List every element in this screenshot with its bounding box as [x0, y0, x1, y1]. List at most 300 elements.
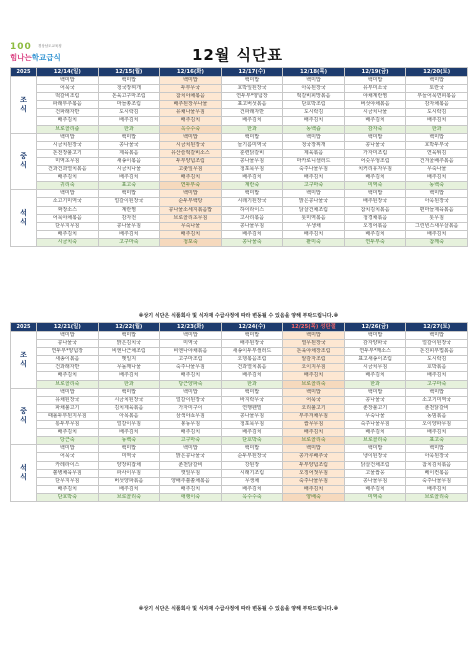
menu-item: 백미밥	[160, 133, 222, 141]
menu-item: 소고기미역국	[406, 396, 468, 404]
menu-item: 백미밥	[37, 77, 99, 85]
menu-row	[11, 93, 468, 101]
menu-row	[11, 117, 468, 125]
menu-item: 무숙나물	[344, 412, 406, 420]
menu-item: 참치야채볶음	[160, 93, 222, 101]
menu-item: 백미밥	[221, 190, 283, 198]
date-cell: 12/20(토)	[406, 68, 468, 77]
menu-item: 백미밥	[406, 445, 468, 453]
menu-item: 백미밥	[221, 388, 283, 396]
menu-item: 배추김치	[98, 174, 160, 182]
menu-item: 오이지무침	[283, 364, 345, 372]
menu-item: 백미밥	[283, 77, 345, 85]
menu-item: 계란찜	[98, 206, 160, 214]
menu-item: 숙주나물무침	[344, 421, 406, 429]
menu-item: 건겨울배추볶음	[406, 157, 468, 165]
menu-item: 배추김치	[221, 372, 283, 380]
menu-item: 알감자조림	[283, 356, 345, 364]
dessert-item: 양배죽	[283, 493, 345, 501]
menu-item: 편마늘제육볶음	[406, 206, 468, 214]
menu-item: 야채계란찜	[344, 93, 406, 101]
dessert-item: 브로콜리죽	[344, 437, 406, 445]
dessert-item: 한과	[406, 125, 468, 133]
menu-item: 단무지무침	[37, 222, 99, 230]
menu-row	[11, 230, 468, 238]
menu-item: 청포묵무침	[221, 421, 283, 429]
menu-item: 청포묵무침	[221, 166, 283, 174]
menu-item: 배추김치	[37, 429, 99, 437]
menu-item: 연두부*깨소스	[344, 348, 406, 356]
menu-item: 멧일지	[98, 356, 160, 364]
dessert-item: 연두부죽	[160, 182, 222, 190]
menu-item: 카레라이스	[37, 461, 99, 469]
menu-item: 건파래자반	[221, 109, 283, 117]
menu-item: 콩나물무침	[344, 477, 406, 485]
menu-item: 무숙나물	[406, 166, 468, 174]
menu-item: 감자양파국	[344, 340, 406, 348]
menu-item: 양배추쫄쫄채볶음	[160, 477, 222, 485]
menu-row	[11, 348, 468, 356]
menu-item: 유채된장국	[37, 396, 99, 404]
week-menu-table	[10, 322, 468, 502]
menu-item: 배추김치	[283, 230, 345, 238]
menu-item: 하이라이스	[221, 206, 283, 214]
menu-item: 콩가루배추국	[283, 453, 345, 461]
date-cell: 12/15(월)	[98, 68, 160, 77]
menu-item: 시금치된장국	[98, 396, 160, 404]
menu-item: 미역초무침	[37, 157, 99, 165]
date-cell: 12/18(목)	[283, 68, 345, 77]
menu-item: 어묵야채볶음	[37, 214, 99, 222]
menu-item: 어묵국	[37, 453, 99, 461]
menu-item: 도시락김	[98, 109, 160, 117]
dessert-item: 고구마죽	[98, 238, 160, 246]
date-header-row	[11, 68, 468, 77]
menu-item: 때롤두부된지무침	[37, 412, 99, 420]
menu-item: 두부양념조림	[160, 157, 222, 165]
dessert-item: 애랭이죽	[160, 493, 222, 501]
dessert-item: 당근양파죽	[160, 380, 222, 388]
dessert-item: 콩나물죽	[221, 238, 283, 246]
menu-row	[11, 149, 468, 157]
menu-change-notice: ※상기 식단은 식품회사 및 식자재 수급사정에 따라 변동될 수 있음을 양해 부탁드립니다.※	[138, 606, 339, 612]
menu-item: 백미밥	[283, 388, 345, 396]
menu-item: 아욱된장국	[406, 198, 468, 206]
date-cell: 12/21(일)	[37, 323, 99, 332]
menu-item: 얼갈이무침	[98, 421, 160, 429]
year-cell: 2025	[11, 323, 37, 332]
menu-item: 백미밥	[344, 445, 406, 453]
dessert-item: 고구마죽	[160, 437, 222, 445]
menu-row	[11, 222, 468, 230]
dessert-item: 청포죽	[160, 238, 222, 246]
menu-item: 배추김치	[37, 372, 99, 380]
menu-item: 백미밥	[344, 133, 406, 141]
menu-item: 배추된장국	[221, 340, 283, 348]
menu-item: 얼갈이된장국	[160, 396, 222, 404]
menu-item: 냉이된장국	[344, 453, 406, 461]
menu-row	[11, 206, 468, 214]
menu-item: 배추김치	[406, 117, 468, 125]
menu-item: 백미밥	[98, 388, 160, 396]
menu-item: 배추김치	[344, 174, 406, 182]
menu-item: 백미밥	[344, 332, 406, 340]
dessert-item: 브로콜리죽	[283, 380, 345, 388]
menu-row	[11, 174, 468, 182]
menu-change-notice: ※상기 식단은 식품회사 및 식자재 수급사정에 따라 변동될 수 있음을 양해 부탁드립니다.※	[138, 313, 339, 319]
menu-item: 오리불고기	[283, 404, 345, 412]
date-cell: 12/22(월)	[98, 323, 160, 332]
menu-row	[11, 445, 468, 453]
dessert-item: 단호박죽	[37, 493, 99, 501]
dessert-item: 한과	[98, 380, 160, 388]
menu-item: 유채나물무침	[160, 109, 222, 117]
menu-item: 오징어젓무침	[283, 469, 345, 477]
dessert-item: 미역죽	[344, 182, 406, 190]
menu-row	[11, 101, 468, 109]
menu-row	[11, 421, 468, 429]
menu-item: 연두부*양념장	[221, 93, 283, 101]
menu-item: 돈육고구마조림	[98, 93, 160, 101]
menu-item: 감자전	[98, 214, 160, 222]
menu-item: 백미밥	[344, 190, 406, 198]
menu-item: 백미밥	[37, 332, 99, 340]
menu-item: 쌈무무침	[283, 421, 345, 429]
menu-item: 떡갈비조림	[37, 93, 99, 101]
menu-row	[11, 214, 468, 222]
menu-item: 고사리볶음	[221, 214, 283, 222]
menu-row	[11, 77, 468, 85]
menu-item: 백미밥	[37, 190, 99, 198]
menu-item: 어슷우엉조림	[344, 157, 406, 165]
menu-item: 백미밥	[98, 133, 160, 141]
menu-item: 새송이두부샐러드	[221, 348, 283, 356]
menu-item: 백미밥	[160, 77, 222, 85]
menu-item: 짜장소스	[37, 206, 99, 214]
menu-item: 배추김치	[160, 429, 222, 437]
menu-item: 삼색야쇼무침	[160, 412, 222, 420]
menu-row	[11, 372, 468, 380]
page-footer-blank	[10, 614, 467, 664]
menu-item: 호박잎된장국	[221, 85, 283, 93]
menu-row	[11, 477, 468, 485]
menu-item: 배추김치	[406, 372, 468, 380]
menu-item: 백미밥	[221, 445, 283, 453]
menu-item: 무돌깨나물	[98, 364, 160, 372]
menu-item: 백미밥	[37, 133, 99, 141]
menu-item: 버섯양파볶음	[98, 477, 160, 485]
menu-item: 부들어묵면피볶음	[406, 93, 468, 101]
menu-item: 콩나물국	[37, 340, 99, 348]
menu-row	[11, 356, 468, 364]
dessert-item: 단호박죽	[221, 437, 283, 445]
menu-item: 청경채볶음	[344, 214, 406, 222]
menu-item: 배추김치	[283, 429, 345, 437]
menu-item: 배추김치	[406, 230, 468, 238]
menu-item: 고물쌈옹	[344, 469, 406, 477]
menu-row	[11, 340, 468, 348]
menu-item: 배추김치	[160, 174, 222, 182]
dessert-item: 계란죽	[221, 182, 283, 190]
date-cell: 12/25(목) 성탄절	[283, 323, 345, 332]
menu-row	[11, 453, 468, 461]
menu-item: 두부무국	[160, 85, 222, 93]
menu-item: 호박볶음	[406, 364, 468, 372]
menu-item: 소고기미역국	[37, 198, 99, 206]
menu-row	[11, 157, 468, 165]
menu-item: 백미밥	[283, 133, 345, 141]
menu-item: 새송이볶음	[98, 157, 160, 165]
menu-item: 건파래자반	[37, 109, 99, 117]
menu-item: 훈련닭갈비	[221, 149, 283, 157]
menu-item: 숙주나물무침	[160, 364, 222, 372]
menu-item: 아목볶음	[98, 412, 160, 420]
menu-item: 마늘쫑조림	[98, 101, 160, 109]
menu-item: 도시락김	[406, 109, 468, 117]
menu-item: 배추김치	[98, 485, 160, 493]
menu-item: 그린빈스새우살볶음	[406, 222, 468, 230]
menu-item: 어묵국	[37, 85, 99, 93]
dessert-item: 브로콜리죽	[37, 380, 99, 388]
menu-item: 백미밥	[221, 133, 283, 141]
menu-item: 유부미소국	[344, 85, 406, 93]
menu-item: 백미밥	[283, 332, 345, 340]
menu-row	[11, 133, 468, 141]
menu-item: 어묵국	[283, 396, 345, 404]
menu-row	[11, 469, 468, 477]
menu-item: 양장피잡채	[98, 461, 160, 469]
menu-item: 콩나물무침	[221, 222, 283, 230]
meal-label: 조 식	[11, 77, 37, 134]
menu-item: 백미밥	[406, 133, 468, 141]
dessert-item: 당근죽	[37, 437, 99, 445]
menu-item: 백미밥	[406, 77, 468, 85]
date-cell: 12/14(일)	[37, 68, 99, 77]
menu-item: 백미밥	[221, 332, 283, 340]
menu-item: 배추김치	[37, 117, 99, 125]
dessert-item: 고구마죽	[283, 182, 345, 190]
date-header-row	[11, 323, 468, 332]
menu-row	[11, 85, 468, 93]
menu-item: 백미밥	[37, 445, 99, 453]
menu-item: 배추김치	[221, 230, 283, 238]
menu-row	[11, 412, 468, 420]
menu-item: 닭살건채조림	[283, 206, 345, 214]
menu-item: 콩나물무침	[221, 412, 283, 420]
menu-item: 무생채	[221, 477, 283, 485]
menu-item: 브로콜리초무침	[160, 214, 222, 222]
menu-item: 표고새송이조림	[344, 356, 406, 364]
dessert-item: 브로콜리죽	[98, 493, 160, 501]
dessert-item: 시금치죽	[37, 238, 99, 246]
menu-item: 숙주나물무침	[406, 477, 468, 485]
menu-item: 치커리유자무침	[344, 166, 406, 174]
menu-item: 떡갈비피망볶음	[283, 93, 345, 101]
page-title: 12월 식단표	[191, 46, 284, 64]
menu-item: 백미밥	[344, 77, 406, 85]
menu-item: 돈육야채장조림	[283, 348, 345, 356]
menu-row	[11, 429, 468, 437]
menu-item: 닭살건채조림	[344, 461, 406, 469]
dessert-item: 한과	[98, 125, 160, 133]
menu-item: 바지락무국	[221, 396, 283, 404]
menu-item: 배추김치	[221, 117, 283, 125]
dessert-item: 표고죽	[406, 437, 468, 445]
menu-item: 맑은김치국	[98, 340, 160, 348]
dessert-item: 옥수수죽	[160, 125, 222, 133]
dessert-item: 고구마죽	[406, 380, 468, 388]
dessert-row	[11, 437, 468, 445]
menu-item: 배추김치	[344, 372, 406, 380]
menu-item: 단무지무침	[37, 477, 99, 485]
dessert-item: 한과	[221, 380, 283, 388]
menu-item: 새송이볶음	[37, 356, 99, 364]
menu-item: 순두부된장국	[221, 453, 283, 461]
menu-row	[11, 388, 468, 396]
menu-item: 춘천닭갈비	[406, 404, 468, 412]
meal-label: 석 식	[11, 190, 37, 247]
menu-item: 배추김치	[406, 485, 468, 493]
menu-item: 비엔나야채볶음	[160, 348, 222, 356]
meal-label: 중 식	[11, 133, 37, 190]
menu-item: 배추김치	[98, 429, 160, 437]
menu-item: 토란국	[406, 85, 468, 93]
menu-item: 백미밥	[406, 190, 468, 198]
menu-item: 백미밥	[37, 388, 99, 396]
year-cell: 2025	[11, 68, 37, 77]
menu-item: 콩나물국	[344, 396, 406, 404]
menu-item: 파래부추볶음	[37, 101, 99, 109]
menu-item: 미역국	[160, 340, 222, 348]
menu-item: 얼갈이된장국	[98, 198, 160, 206]
menu-item: 제육볶음	[98, 149, 160, 157]
dessert-item: 팥미죽	[283, 238, 345, 246]
menu-item: 숙주나물무침	[283, 477, 345, 485]
menu-item: 배추김치	[283, 485, 345, 493]
dessert-item: 표고죽	[98, 182, 160, 190]
menu-row	[11, 190, 468, 198]
menu-item: 가자미구이	[160, 404, 222, 412]
menu-item: 백미밥	[221, 77, 283, 85]
week-menu-table	[10, 67, 468, 247]
menu-item: 톳무침	[406, 214, 468, 222]
menu-item: 무생채	[283, 222, 345, 230]
menu-item: 오뎅볶음조림	[221, 356, 283, 364]
menu-item: 미역국	[98, 453, 160, 461]
menu-item: 콩나물소세지볶음밥	[160, 206, 222, 214]
menu-item: 파채불고기	[37, 404, 99, 412]
menu-row	[11, 141, 468, 149]
dessert-row	[11, 238, 468, 246]
meal-label: 중 식	[11, 388, 37, 445]
menu-item: 연행웬빌	[221, 404, 283, 412]
menu-item: 부추겨채무침	[283, 412, 345, 420]
menu-item: 배추김치	[221, 485, 283, 493]
menu-item: 참치김치볶음	[406, 461, 468, 469]
menu-item: 연육튀김	[406, 149, 468, 157]
menu-item: 배추김치	[344, 485, 406, 493]
menu-item: 백미밥	[160, 388, 222, 396]
menu-item: 열무된장국	[283, 340, 345, 348]
menu-item: 호박두부국	[406, 141, 468, 149]
menu-item: 강된장	[221, 461, 283, 469]
menu-item: 백미밥	[160, 332, 222, 340]
menu-item: 깻잎무침	[160, 469, 222, 477]
menu-item: 배추김치	[221, 429, 283, 437]
menu-item: 감자채볶음	[406, 101, 468, 109]
menu-item: 고춧잎무침	[160, 166, 222, 174]
menu-item: 콩나물국	[98, 141, 160, 149]
menu-item: 아욱된장국	[406, 453, 468, 461]
dessert-item: 동백죽	[98, 437, 160, 445]
menu-item: 통두부무침	[37, 421, 99, 429]
menu-item: 건과열치볶음	[221, 364, 283, 372]
menu-item: 청국장찌개	[98, 85, 160, 93]
dessert-row	[11, 125, 468, 133]
dessert-item: 감자죽	[344, 125, 406, 133]
menu-item: 콩나물국	[344, 141, 406, 149]
menu-item: 배추김치	[98, 117, 160, 125]
menu-item: 참치김치볶음	[344, 206, 406, 214]
dessert-item: 한과	[221, 125, 283, 133]
menu-item: 맑은콩나물국	[283, 198, 345, 206]
menu-item: 들기름미역국	[221, 141, 283, 149]
dessert-item: 동백죽	[406, 182, 468, 190]
menu-item: 톳미역볶음	[283, 214, 345, 222]
logo-text-a: 힘나는	[10, 53, 32, 62]
menu-item: 백미밥	[283, 445, 345, 453]
menu-item: 배추김치	[37, 174, 99, 182]
menu-item: 쫄병채육무침	[37, 469, 99, 477]
date-cell: 12/23(화)	[160, 323, 222, 332]
menu-item: 콩나물무침	[221, 157, 283, 165]
dessert-row	[11, 380, 468, 388]
dessert-item: 한과	[344, 380, 406, 388]
menu-item: 순두부백탕	[160, 198, 222, 206]
dessert-item: 연두부죽	[344, 238, 406, 246]
date-cell: 12/27(토)	[406, 323, 468, 332]
menu-item: 배추김치	[344, 117, 406, 125]
menu-item: 시금치나물	[344, 109, 406, 117]
date-cell: 12/17(수)	[221, 68, 283, 77]
dessert-item: 미역죽	[344, 493, 406, 501]
menu-item: 단호박조림	[283, 101, 345, 109]
menu-item: 배추김치	[283, 174, 345, 182]
dessert-item: 옥수수죽	[221, 493, 283, 501]
logo-number: 100	[10, 42, 32, 52]
menu-item: 돈전장불고기	[37, 149, 99, 157]
menu-item: 배추김치	[98, 230, 160, 238]
menu-item: 배추김치	[344, 429, 406, 437]
menu-item: 배추김치	[283, 117, 345, 125]
menu-item: 백미밥	[98, 77, 160, 85]
menu-item: 숙주나물무침	[283, 166, 345, 174]
menu-item: 동빔볶음	[406, 412, 468, 420]
menu-item: 제육볶음	[283, 149, 345, 157]
menu-item: 배추김치	[406, 174, 468, 182]
menu-item: 시금치된장국	[160, 141, 222, 149]
dessert-item: 귀리죽	[37, 182, 99, 190]
menu-item: 백미밥	[406, 332, 468, 340]
menu-item: 백미밥	[98, 445, 160, 453]
menu-item: 백미밥	[160, 445, 222, 453]
menu-item: 건과건과열치볶음	[37, 166, 99, 174]
menu-item: 고구마조림	[160, 356, 222, 364]
menu-item: 배추김치	[37, 230, 99, 238]
menu-item: 김치제육볶음	[98, 404, 160, 412]
menu-item: 표고버섯볶음	[221, 101, 283, 109]
menu-item: 도시락김	[406, 356, 468, 364]
